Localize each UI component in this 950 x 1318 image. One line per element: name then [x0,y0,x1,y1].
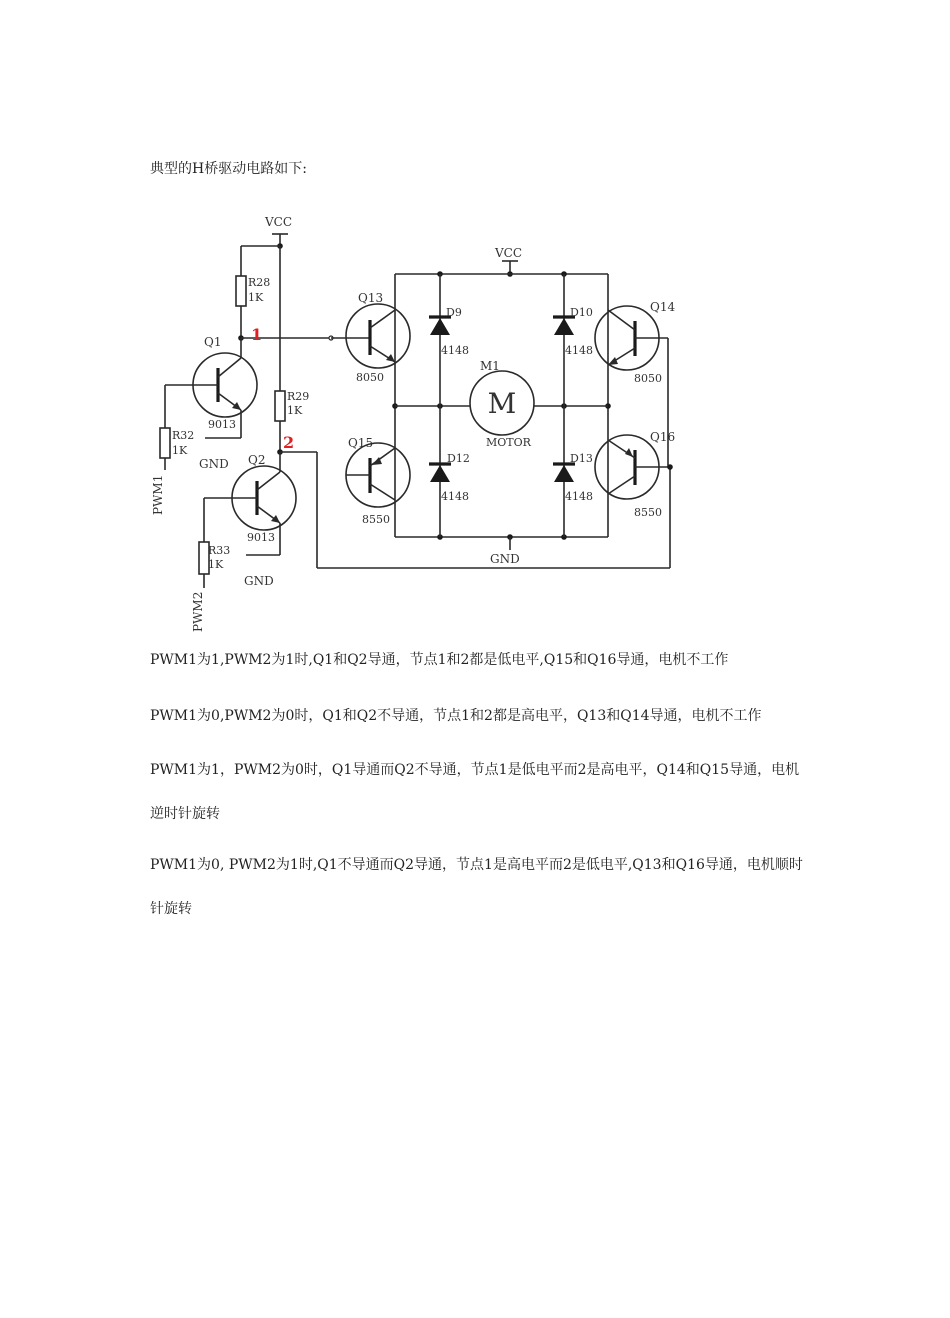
motor-ref-label: M1 [480,359,500,373]
motor-symbol: M [487,387,517,420]
circuit-svg [150,210,685,635]
paragraph-4: PWM1为0, PWM2为1时,Q1不导通而Q2导通，节点1是高电平而2是低电平,Q13和Q16导通，电机顺时针旋转 [150,857,803,917]
node2-label: 2 [283,433,295,452]
q2-part: 9013 [247,531,275,544]
q2-collector [257,472,280,490]
q16-base-junction [667,464,673,470]
motor-name-label: MOTOR [486,436,531,449]
d10-diode [554,318,574,335]
q1-label: Q1 [204,335,222,349]
q14-label: Q14 [650,300,676,314]
q16-collector [608,476,635,494]
r33-value: 1K [208,558,224,571]
paragraph-2: PWM1为0,PWM2为0时，Q1和Q2不导通，节点1和2都是高电平，Q13和Q14导通，电机不工作 [150,708,762,724]
r28-resistor [236,276,246,306]
pwm2-label: PWM2 [191,591,205,632]
d10-part: 4148 [565,344,593,357]
q13-label: Q13 [358,291,384,305]
q13-part: 8050 [356,371,384,384]
r29-resistor [275,391,285,421]
q14-collector [608,310,635,330]
r28-label: R28 [248,276,271,289]
r28-value: 1K [248,291,264,304]
q15-label: Q15 [348,436,374,450]
q14-part: 8050 [634,372,662,385]
gnd-q2-label: GND [244,574,274,588]
paragraph-3: PWM1为1，PWM2为0时，Q1导通而Q2不导通，节点1是低电平而2是高电平，Q14和Q15导通，电机逆时针旋转 [150,762,800,822]
q2-emitter-arrow [271,515,280,523]
paragraph-1: PWM1为1,PWM2为1时,Q1和Q2导通，节点1和2都是低电平,Q15和Q16导通，电机不工作 [150,652,729,668]
q1-collector [218,358,241,377]
d12-label: D12 [447,452,470,465]
q16-label: Q16 [650,430,676,444]
pwm1-label: PWM1 [151,474,165,515]
d13-part: 4148 [565,490,593,503]
d9-part: 4148 [441,344,469,357]
q15-part: 8550 [362,513,390,526]
r32-label: R32 [172,429,195,442]
intro-text: 典型的H桥驱动电路如下: [150,161,307,177]
q16-emitter-arrow [625,448,633,457]
q2-label: Q2 [248,453,266,467]
q1-part: 9013 [208,418,236,431]
gnd-q1-label: GND [199,457,229,471]
q1-emitter-arrow [232,402,241,410]
r32-resistor [160,428,170,458]
r29-value: 1K [287,404,303,417]
r29-label: R29 [287,390,310,403]
d12-part: 4148 [441,490,469,503]
d13-label: D13 [570,452,593,465]
d9-diode [430,318,450,335]
r32-value: 1K [172,444,188,457]
q16-part: 8550 [634,506,662,519]
d10-label: D10 [570,306,593,319]
q13-collector [370,310,395,328]
gnd-bridge-label: GND [490,552,520,566]
d13-diode [554,465,574,482]
d9-label: D9 [446,306,462,319]
d12-diode [430,465,450,482]
node1-label: 1 [251,325,263,344]
q13-transistor [346,304,410,368]
h-bridge-circuit-diagram [150,210,685,635]
vcc-left-label: VCC [265,215,293,229]
q15-collector [370,484,395,500]
r33-label: R33 [208,544,231,557]
vcc-bridge-label: VCC [495,246,523,260]
q14-emitter-arrow [608,357,618,365]
